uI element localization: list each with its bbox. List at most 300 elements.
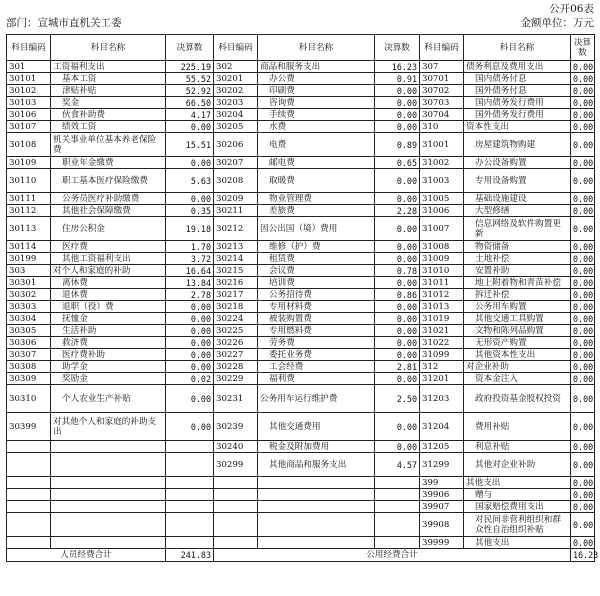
subject-code: 30309 [7,373,51,385]
final-amount: 3.72 [166,253,214,265]
subject-name: 机关事业单位基本养老保险费 [51,133,166,157]
table-row [7,489,595,501]
table-row [7,325,595,337]
final-amount: 0.00 [571,489,595,501]
subject-code: 30204 [214,109,258,121]
subject-name: 公务用车购置 [464,301,571,313]
table-row [7,205,595,217]
subject-code: 31006 [420,205,464,217]
subject-name: 其他社会保障缴费 [51,205,166,217]
subject-name: 绩效工资 [51,121,166,133]
final-amount: 0.00 [571,217,595,241]
subject-code: 31012 [420,289,464,301]
subject-code [214,501,258,513]
subject-name: 税金及附加费用 [258,441,375,453]
final-amount: 0.00 [571,121,595,133]
subject-code: 30199 [7,253,51,265]
subject-name: 医疗费 [51,241,166,253]
subject-name: 职业年金缴费 [51,157,166,169]
subject-code [7,501,51,513]
subject-code: 30207 [214,157,258,169]
col-code-1: 科目编码 [7,35,51,61]
final-amount: 0.00 [571,301,595,313]
subject-name: 资本金注入 [464,373,571,385]
subject-name: 伙食补助费 [51,109,166,121]
subject-code: 31007 [420,217,464,241]
table-row [7,133,595,157]
subject-name [258,477,375,489]
subject-name: 其他支出 [464,537,571,549]
subject-code: 30310 [7,385,51,413]
subject-name: 大型修缮 [464,205,571,217]
final-amount: 0.00 [571,157,595,169]
subject-name: 生活补助 [51,325,166,337]
subject-code: 30306 [7,337,51,349]
table-row [7,277,595,289]
subject-code: 31099 [420,349,464,361]
final-amount: 0.00 [571,241,595,253]
final-amount: 0.00 [375,301,420,313]
subject-name: 抚恤金 [51,313,166,325]
subject-code: 30113 [7,217,51,241]
subject-name: 奖金 [51,97,166,109]
subject-name: 基本工资 [51,73,166,85]
subject-code: 30217 [214,289,258,301]
final-amount: 0.00 [166,349,214,361]
final-amount: 0.00 [571,373,595,385]
subject-code: 30107 [7,121,51,133]
final-amount: 0.00 [571,73,595,85]
subject-name: 利息补贴 [464,441,571,453]
final-amount: 2.50 [375,385,420,413]
table-row [7,349,595,361]
subject-code: 30102 [7,85,51,97]
subject-code: 30303 [7,301,51,313]
col-amount-1: 决算数 [166,35,214,61]
subject-name [51,477,166,489]
table-row [7,441,595,453]
subject-code: 30301 [7,277,51,289]
col-amount-2: 决算数 [375,35,420,61]
final-amount: 0.00 [571,85,595,97]
table-row [7,169,595,193]
subject-code: 31011 [420,277,464,289]
col-name-1: 科目名称 [51,35,166,61]
final-amount: 0.00 [375,277,420,289]
subject-name: 奖励金 [51,373,166,385]
subject-name: 对个人和家庭的补助 [51,265,166,277]
subject-name: 公务招待费 [258,289,375,301]
final-amount: 0.00 [571,501,595,513]
subject-code: 31002 [420,157,464,169]
table-row [7,121,595,133]
final-amount: 0.00 [375,85,420,97]
final-amount: 0.00 [166,157,214,169]
subject-name: 其他对企业补助 [464,453,571,477]
table-row [7,217,595,241]
final-amount: 0.00 [375,217,420,241]
subject-name: 培训费 [258,277,375,289]
final-amount: 0.00 [166,413,214,441]
subject-name: 福利费 [258,373,375,385]
subject-code: 30103 [7,97,51,109]
subject-name: 安置补助 [464,265,571,277]
table-row [7,109,595,121]
table-row [7,85,595,97]
table-row [7,373,595,385]
subject-code: 39906 [420,489,464,501]
subject-code: 39908 [420,513,464,537]
final-amount: 0.00 [375,337,420,349]
subject-name: 租赁费 [258,253,375,265]
col-name-2: 科目名称 [258,35,375,61]
subject-name [258,537,375,549]
subject-code: 310 [420,121,464,133]
subject-code: 30399 [7,413,51,441]
final-amount: 0.00 [166,337,214,349]
subject-code [7,537,51,549]
final-amount [375,513,420,537]
subject-code: 30304 [7,313,51,325]
table-row [7,253,595,265]
final-amount: 0.00 [571,277,595,289]
subject-code [214,477,258,489]
subject-code: 30227 [214,349,258,361]
final-amount: 0.00 [375,413,420,441]
subject-code: 30299 [214,453,258,477]
subject-name: 国内债务发行费用 [464,97,571,109]
final-amount: 66.50 [166,97,214,109]
personnel-total-label: 人员经费合计 [7,549,166,562]
final-amount: 0.00 [375,325,420,337]
subject-name: 职工基本医疗保险缴费 [51,169,166,193]
subject-name: 退职（役）费 [51,301,166,313]
final-amount: 0.00 [571,337,595,349]
subject-name [51,441,166,453]
subject-code: 30701 [420,73,464,85]
final-amount: 0.00 [571,413,595,441]
table-row [7,265,595,277]
final-amount: 0.00 [571,477,595,489]
subject-name [258,501,375,513]
final-amount: 0.00 [571,313,595,325]
subject-code: 31005 [420,193,464,205]
public-total-value: 16.23 [571,549,595,562]
subject-code: 30209 [214,193,258,205]
subject-code: 39907 [420,501,464,513]
subject-name: 对其他个人和家庭的补助支出 [51,413,166,441]
table-row [7,385,595,413]
subject-code: 30202 [214,85,258,97]
final-amount: 0.00 [571,169,595,193]
subject-name: 因公出国（境）费用 [258,217,375,241]
subject-name: 商品和服务支出 [258,61,375,73]
subject-code: 30228 [214,361,258,373]
final-amount [375,501,420,513]
subject-code: 30229 [214,373,258,385]
subject-name: 电费 [258,133,375,157]
subject-code: 31013 [420,301,464,313]
final-amount: 16.64 [166,265,214,277]
subject-name: 专用设备购置 [464,169,571,193]
subject-code: 303 [7,265,51,277]
subject-name: 赠与 [464,489,571,501]
final-amount [166,537,214,549]
subject-name: 国外债务发行费用 [464,109,571,121]
subject-name: 其他交通工具购置 [464,313,571,325]
subject-name: 物业管理费 [258,193,375,205]
subject-name: 公务员医疗补助缴费 [51,193,166,205]
table-row [7,537,595,549]
subject-code: 31201 [420,373,464,385]
final-amount: 13.84 [166,277,214,289]
final-amount: 0.89 [375,133,420,157]
final-amount: 19.18 [166,217,214,241]
subject-code: 30112 [7,205,51,217]
subject-name: 国内债务付息 [464,73,571,85]
subject-name: 其他支出 [464,477,571,489]
subject-name: 退休费 [51,289,166,301]
final-amount: 0.00 [571,289,595,301]
subject-name: 离休费 [51,277,166,289]
subject-name: 印刷费 [258,85,375,97]
subject-code: 30215 [214,265,258,277]
subject-name: 办公费 [258,73,375,85]
subject-code: 30110 [7,169,51,193]
table-row [7,413,595,441]
subject-code: 30240 [214,441,258,453]
final-amount [166,501,214,513]
table-row [7,97,595,109]
subject-name [258,513,375,537]
subject-code: 30231 [214,385,258,413]
final-amount [375,537,420,549]
subject-code: 31299 [420,453,464,477]
table-row [7,73,595,85]
final-amount: 15.51 [166,133,214,157]
subject-code: 30302 [7,289,51,301]
final-amount: 0.00 [166,193,214,205]
subject-code [7,441,51,453]
subject-code: 30214 [214,253,258,265]
subject-name [51,453,166,477]
subject-name: 国家赔偿费用支出 [464,501,571,513]
subject-name: 工会经费 [258,361,375,373]
subject-name: 手续费 [258,109,375,121]
subject-name: 个人农业生产补贴 [51,385,166,413]
final-amount: 0.35 [166,205,214,217]
subject-code: 31204 [420,413,464,441]
subject-code: 30703 [420,97,464,109]
subject-code: 307 [420,61,464,73]
subject-code: 30218 [214,301,258,313]
subject-code [214,537,258,549]
subject-code: 31008 [420,241,464,253]
final-amount: 0.00 [166,301,214,313]
col-name-3: 科目名称 [464,35,571,61]
final-amount: 0.00 [375,109,420,121]
subject-code: 30203 [214,97,258,109]
subject-code: 30239 [214,413,258,441]
subject-name: 劳务费 [258,337,375,349]
subject-code: 30305 [7,325,51,337]
final-amount: 0.00 [375,169,420,193]
table-row [7,193,595,205]
subject-name: 津贴补贴 [51,85,166,97]
table-row [7,361,595,373]
subject-code [7,489,51,501]
final-amount: 2.78 [166,289,214,301]
final-amount: 0.00 [571,193,595,205]
subject-name: 被装购置费 [258,313,375,325]
subject-name: 土地补偿 [464,253,571,265]
final-amount [375,477,420,489]
subject-name: 取暖费 [258,169,375,193]
final-amount: 0.00 [571,537,595,549]
subject-name: 差旅费 [258,205,375,217]
subject-name: 咨询费 [258,97,375,109]
final-amount: 0.00 [571,513,595,537]
personnel-total-value: 241.83 [166,549,214,562]
final-amount [375,489,420,501]
subject-code: 30308 [7,361,51,373]
subject-code: 30101 [7,73,51,85]
subject-name: 地上附着物和青苗补偿 [464,277,571,289]
subject-name: 其他交通费用 [258,413,375,441]
subject-name [51,501,166,513]
final-amount: 4.57 [375,453,420,477]
subject-code: 31003 [420,169,464,193]
table-row [7,453,595,477]
final-amount: 225.19 [166,61,214,73]
subject-code: 30211 [214,205,258,217]
final-amount [166,441,214,453]
table-row [7,337,595,349]
subject-code [214,489,258,501]
subject-name: 对民间非营利组织和群众性自治组织补贴 [464,513,571,537]
subject-name: 邮电费 [258,157,375,169]
subject-code: 30206 [214,133,258,157]
subject-code: 30201 [214,73,258,85]
subject-code [7,453,51,477]
subject-name: 委托业务费 [258,349,375,361]
subject-code [214,513,258,537]
final-amount: 0.00 [375,349,420,361]
subject-name: 水费 [258,121,375,133]
subject-code: 30208 [214,169,258,193]
subject-name: 物资储备 [464,241,571,253]
subject-name: 办公设备购置 [464,157,571,169]
final-amount: 0.00 [571,253,595,265]
table-row [7,513,595,537]
subject-code: 30111 [7,193,51,205]
subject-name: 无形资产购置 [464,337,571,349]
final-amount: 0.00 [375,313,420,325]
final-amount: 5.63 [166,169,214,193]
subject-code: 30704 [420,109,464,121]
table-row [7,301,595,313]
subject-name: 资本性支出 [464,121,571,133]
subject-name [51,489,166,501]
final-amount: 0.86 [375,289,420,301]
final-amount: 0.00 [166,325,214,337]
table-body [7,61,595,549]
amount-unit: 金额单位：万元 [520,17,594,29]
final-amount: 0.78 [375,265,420,277]
subject-name: 国外债务付息 [464,85,571,97]
final-amount: 0.00 [571,133,595,157]
final-amount: 0.00 [571,205,595,217]
subject-name: 会议费 [258,265,375,277]
final-amount: 0.00 [166,385,214,413]
final-amount [166,489,214,501]
subject-name: 其他工资福利支出 [51,253,166,265]
subject-name: 维修（护）费 [258,241,375,253]
final-amount: 0.00 [375,253,420,265]
col-code-2: 科目编码 [214,35,258,61]
final-amount: 52.92 [166,85,214,97]
final-amount: 0.00 [375,193,420,205]
subject-code: 30225 [214,325,258,337]
table-row [7,241,595,253]
final-amount [166,477,214,489]
basic-expenditure-table [6,34,599,562]
subject-code: 31010 [420,265,464,277]
final-amount [166,513,214,537]
table-row [7,289,595,301]
subject-code: 30109 [7,157,51,169]
subject-code: 30213 [214,241,258,253]
subject-name: 拆迁补偿 [464,289,571,301]
subject-name: 公务用车运行维护费 [258,385,375,413]
final-amount: 0.65 [375,157,420,169]
final-amount: 0.00 [375,241,420,253]
subject-name: 助学金 [51,361,166,373]
subject-code: 30205 [214,121,258,133]
subject-code: 30702 [420,85,464,97]
table-row [7,477,595,489]
totals-row [7,549,595,562]
subject-code: 31009 [420,253,464,265]
final-amount: 4.17 [166,109,214,121]
subject-code: 31205 [420,441,464,453]
subject-name: 住房公积金 [51,217,166,241]
final-amount: 0.02 [166,373,214,385]
subject-name: 工资福利支出 [51,61,166,73]
subject-name: 专用材料费 [258,301,375,313]
subject-code: 30216 [214,277,258,289]
table-row [7,157,595,169]
subject-code: 31021 [420,325,464,337]
subject-name: 信息网络及软件购置更新 [464,217,571,241]
final-amount: 0.00 [166,361,214,373]
subject-name: 债务利息及费用支出 [464,61,571,73]
subject-name [258,489,375,501]
subject-code: 301 [7,61,51,73]
subject-code: 302 [214,61,258,73]
subject-code: 31022 [420,337,464,349]
subject-name: 基础设施建设 [464,193,571,205]
final-amount: 0.00 [375,97,420,109]
subject-code: 30212 [214,217,258,241]
subject-name: 专用燃料费 [258,325,375,337]
department-label: 部门：宣城市直机关工委 [6,17,122,29]
final-amount [166,453,214,477]
table-header-row [7,35,595,61]
subject-name: 费用补贴 [464,413,571,441]
subject-name: 其他资本性支出 [464,349,571,361]
table-row [7,313,595,325]
